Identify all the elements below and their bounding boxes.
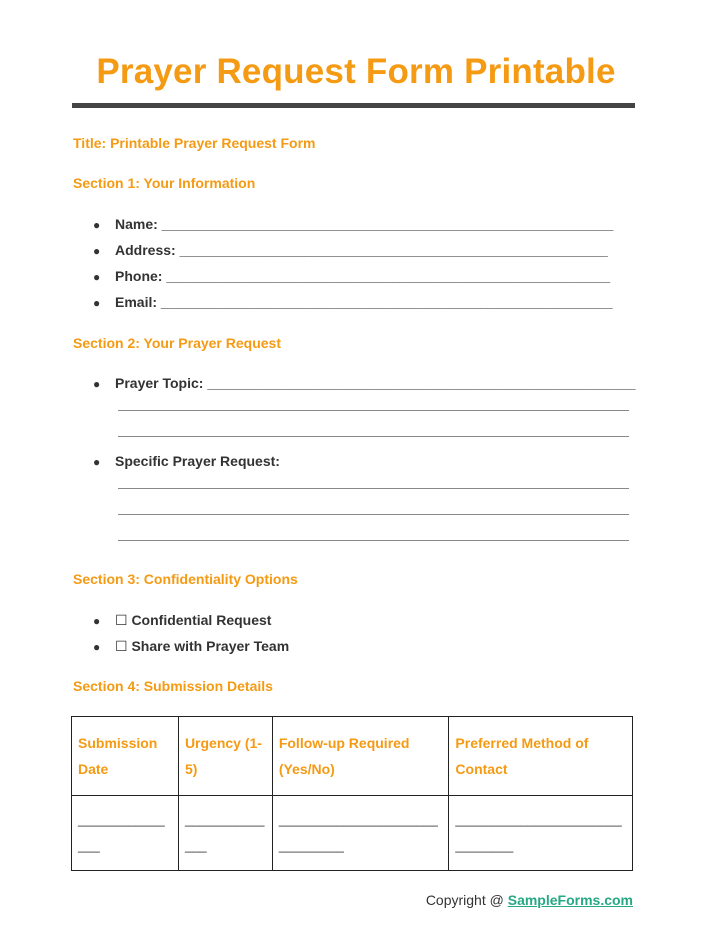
section3-heading: Section 3: Confidentiality Options (73, 571, 298, 587)
phone-field[interactable]: ● Phone: _________________________________________________________ (93, 268, 611, 284)
table-header-row (72, 717, 633, 796)
copyright (426, 892, 633, 908)
contact-method-cell[interactable]: _______________________________ (449, 796, 633, 871)
copyright-text: Copyright @ (425, 892, 508, 908)
specific-request-line[interactable] (118, 488, 629, 489)
specific-request-label: ● Specific Prayer Request: (93, 453, 280, 469)
column-header: Urgency (1-5) (178, 717, 272, 796)
page-title: Prayer Request Form Printable (96, 52, 616, 91)
section4-heading: Section 4: Submission Details (73, 678, 273, 694)
confidential-request-checkbox[interactable]: ● ☐ Confidential Request (93, 612, 272, 628)
form-title: Title: Printable Prayer Request Form (73, 135, 316, 151)
title-divider (72, 103, 635, 108)
submission-date-cell[interactable]: _______________ (72, 796, 179, 871)
prayer-topic-line[interactable] (118, 436, 629, 437)
submission-table (71, 716, 633, 871)
section1-heading: Section 1: Your Information (73, 175, 256, 191)
address-field[interactable]: ● Address: _______________________________________________________ (93, 242, 608, 258)
specific-request-line[interactable] (118, 540, 629, 541)
name-field[interactable]: ● Name: __________________________________________________________ (93, 216, 614, 232)
column-header: Preferred Method of Contact (449, 717, 633, 796)
specific-request-line[interactable] (118, 514, 629, 515)
table-row (72, 796, 633, 871)
prayer-topic-field[interactable]: ● Prayer Topic: _______________________________________________________ (93, 375, 636, 391)
column-header: Follow-up Required (Yes/No) (272, 717, 449, 796)
urgency-cell[interactable]: ______________ (178, 796, 272, 871)
column-header: Submission Date (72, 717, 179, 796)
brand-link[interactable]: SampleForms.com (507, 892, 633, 908)
section2-heading: Section 2: Your Prayer Request (73, 335, 281, 351)
prayer-topic-line[interactable] (118, 410, 629, 411)
email-field[interactable]: ● Email: __________________________________________________________ (93, 294, 613, 310)
share-with-team-checkbox[interactable]: ● ☐ Share with Prayer Team (93, 638, 290, 654)
follow-up-cell[interactable]: _______________________________ (272, 796, 449, 871)
